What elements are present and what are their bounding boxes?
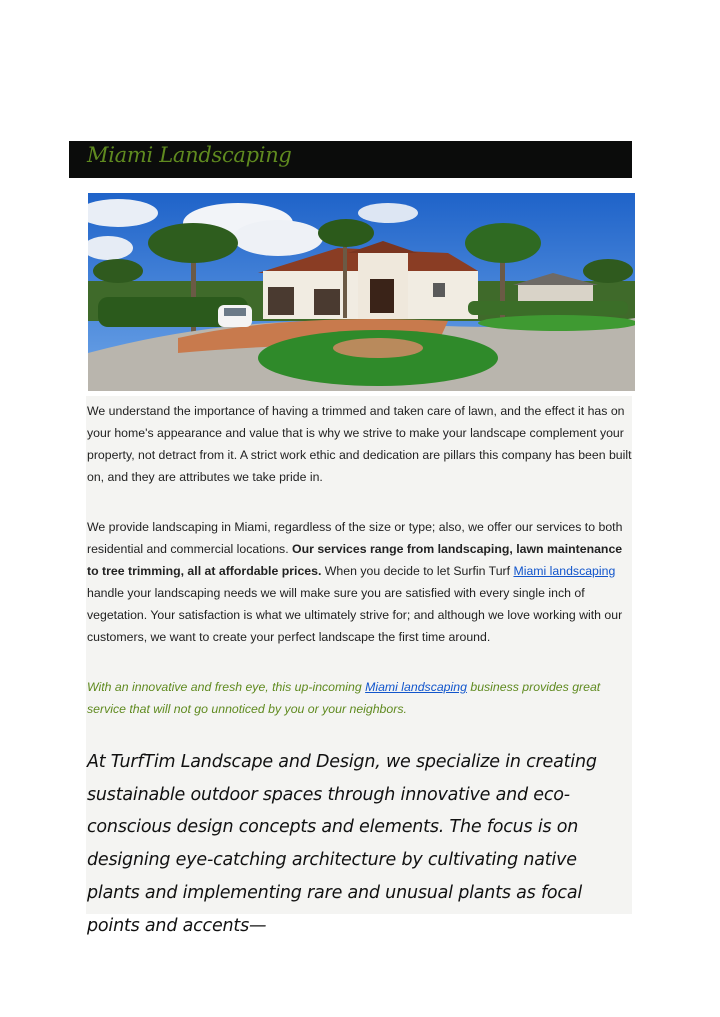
turftim-paragraph: At TurfTim Landscape and Design, we specialize in creating sustainable outdoor spaces through innovative and eco-conscious design concepts and elements. The focus is on designing eye-catching architecture by cultivating native plants and implementing rare and unusual plants as focal points and accents— [87, 752, 597, 936]
services-text-a: We provide landscaping in Miami, regardless of the size or type; also, we offer our services to both residential and commercial locations. [87, 520, 623, 556]
tagline-text-b: business provides great service that will not go unnoticed by you or your neighbors. [87, 680, 601, 716]
tagline-paragraph [87, 676, 632, 720]
intro-paragraph: We understand the importance of having a trimmed and taken care of lawn, and the effect it has on your home's appearance and value that is why we strive to make your landscape complement your property, not detract from it. A strict work ethic and dedication are pillars this company has been built on, and they are attributes we take pride in. [87, 404, 632, 484]
services-paragraph [87, 516, 632, 648]
services-bold-text: Our services range from landscaping, lawn maintenance to tree trimming, all at affordable prices. [87, 542, 623, 578]
miami-landscaping-link-2[interactable]: Miami landscaping [365, 680, 467, 694]
miami-landscaping-link[interactable]: Miami landscaping [513, 564, 616, 578]
page-title: Miami Landscaping [87, 143, 292, 167]
services-text-c: handle your landscaping needs we will make sure you are satisfied with every single inch of vegetation. Your satisfaction is what we ultimately strive for; and although we love working with our customers, we want to create your perfect landscape the first time around. [87, 586, 623, 644]
services-text-b: When you decide to let Surfin Turf [321, 564, 514, 578]
content-panel [86, 396, 632, 936]
title-bar [69, 141, 632, 178]
tagline-text-a: With an innovative and fresh eye, this up-incoming [87, 680, 366, 694]
hero-image [88, 193, 635, 391]
